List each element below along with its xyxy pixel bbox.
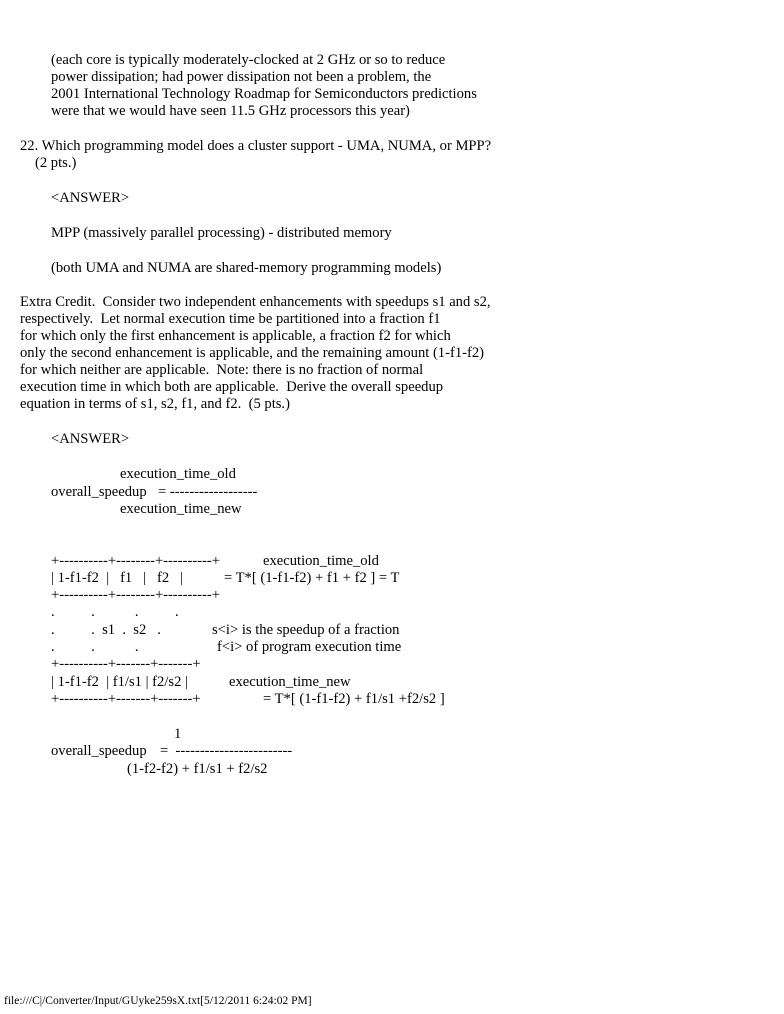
ec-line-6: execution time in which both are applicable. Derive the overall speedup xyxy=(20,379,444,395)
ec-line-7: equation in terms of s1, s2, f1, and f2. (5 pts.) xyxy=(20,396,290,412)
q22-answer: MPP (massively parallel processing) - distributed memory xyxy=(51,225,392,241)
new-equation: = T*[ (1-f1-f2) + f1/s1 +f2/s2 ] xyxy=(263,691,445,707)
old-equation: = T*[ (1-f1-f2) + f1 + f2 ] = T xyxy=(224,570,400,586)
intro-line-4: were that we would have seen 11.5 GHz processors this year) xyxy=(51,103,410,119)
final-denominator: (1-f2-f2) + f1/s1 + f2/s2 xyxy=(127,761,268,777)
q22-note: (both UMA and NUMA are shared-memory programming models) xyxy=(51,260,442,276)
speedup-label: overall_speedup xyxy=(51,484,147,500)
old-top-border: +----------+--------+----------+ xyxy=(51,553,220,569)
speedup-denominator: execution_time_new xyxy=(120,501,242,517)
old-row: | 1-f1-f2 | f1 | f2 | xyxy=(51,570,184,586)
dots-row-2: . . . xyxy=(51,639,139,655)
ec-line-4: only the second enhancement is applicable, and the remaining amount (1-f1-f2) xyxy=(20,345,484,361)
new-bottom-border: +----------+-------+-------+ xyxy=(51,691,201,707)
new-row: | 1-f1-f2 | f1/s1 | f2/s2 | xyxy=(51,674,188,690)
new-top-border: +----------+-------+-------+ xyxy=(51,656,201,672)
final-numerator: 1 xyxy=(174,726,182,742)
q22-points: (2 pts.) xyxy=(35,155,77,171)
speedup-numerator: execution_time_old xyxy=(120,466,236,482)
s-row: . . s1 . s2 . xyxy=(51,622,161,638)
intro-line-3: 2001 International Technology Roadmap for Semiconductors predictions xyxy=(51,86,477,102)
new-time-label: execution_time_new xyxy=(229,674,351,690)
old-time-label: execution_time_old xyxy=(263,553,379,569)
intro-line-2: power dissipation; had power dissipation not been a problem, the xyxy=(51,69,432,85)
q22-answer-tag: <ANSWER> xyxy=(51,190,130,206)
file-path-footer: file:///C|/Converter/Input/GUyke259sX.txt[5/12/2011 6:24:02 PM] xyxy=(4,995,312,1007)
ec-line-1: Extra Credit. Consider two independent enhancements with speedups s1 and s2, xyxy=(20,294,491,310)
f-note: f<i> of program execution time xyxy=(217,639,402,655)
final-fraction-bar: = ------------------------ xyxy=(160,743,293,759)
old-bottom-border: +----------+--------+----------+ xyxy=(51,587,220,603)
ec-line-5: for which neither are applicable. Note: there is no fraction of normal xyxy=(20,362,424,378)
ec-answer-tag: <ANSWER> xyxy=(51,431,130,447)
dots-row-1: . . . . xyxy=(51,604,179,620)
ec-line-3: for which only the first enhancement is applicable, a fraction f2 for which xyxy=(20,328,451,344)
ec-line-2: respectively. Let normal execution time be partitioned into a fraction f1 xyxy=(20,311,441,327)
speedup-fraction-bar: = ------------------ xyxy=(158,484,258,500)
q22-question: 22. Which programming model does a cluster support - UMA, NUMA, or MPP? xyxy=(20,138,492,154)
final-label: overall_speedup xyxy=(51,743,147,759)
intro-line-1: (each core is typically moderately-clocked at 2 GHz or so to reduce xyxy=(51,52,446,68)
s-note: s<i> is the speedup of a fraction xyxy=(212,622,400,638)
